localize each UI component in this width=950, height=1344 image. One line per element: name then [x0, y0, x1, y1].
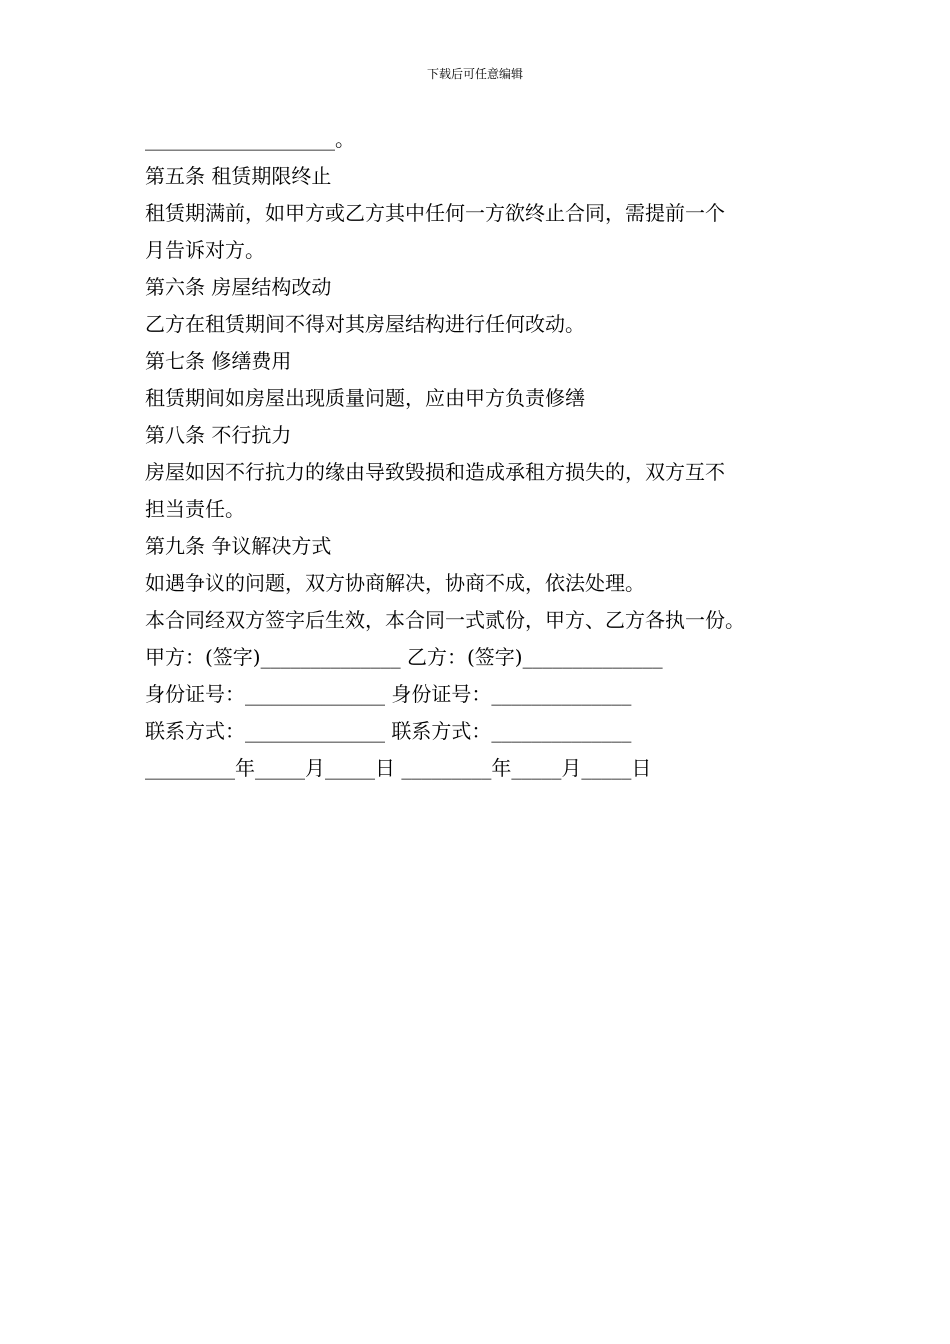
- article-5-text-2: 月告诉对方。: [145, 238, 265, 262]
- article-8-text-1: 房屋如因不行抗力的缘由导致毁损和造成承租方损失的，双方互不: [145, 460, 725, 484]
- page-header: 下载后可任意编辑: [426, 67, 523, 81]
- article-9-title: 第九条 争议解决方式: [145, 534, 332, 558]
- signature-line: 甲方：(签字)______________ 乙方：(签字)______________: [145, 645, 663, 669]
- effect-clause: 本合同经双方签字后生效，本合同一式贰份，甲方、乙方各执一份。: [145, 608, 745, 632]
- id-number-line: 身份证号：______________ 身份证号：______________: [145, 682, 632, 706]
- blank-line-end: ___________________。: [145, 127, 355, 151]
- article-8-title: 第八条 不行抗力: [145, 423, 292, 447]
- contact-line: 联系方式：______________ 联系方式：______________: [145, 719, 632, 743]
- article-7-title: 第七条 修缮费用: [145, 349, 292, 373]
- date-line: _________年_____月_____日 _________年_____月_____日: [145, 756, 652, 780]
- article-6-title: 第六条 房屋结构改动: [145, 275, 332, 299]
- article-5-title: 第五条 租赁期限终止: [145, 164, 332, 188]
- article-6-text: 乙方在租赁期间不得对其房屋结构进行任何改动。: [145, 312, 585, 336]
- article-7-text: 租赁期间如房屋出现质量问题，应由甲方负责修缮: [145, 386, 585, 410]
- article-8-text-2: 担当责任。: [145, 497, 245, 521]
- article-9-text: 如遇争议的问题，双方协商解决，协商不成，依法处理。: [145, 571, 645, 595]
- article-5-text-1: 租赁期满前，如甲方或乙方其中任何一方欲终止合同，需提前一个: [145, 201, 725, 225]
- document-body: [145, 121, 815, 787]
